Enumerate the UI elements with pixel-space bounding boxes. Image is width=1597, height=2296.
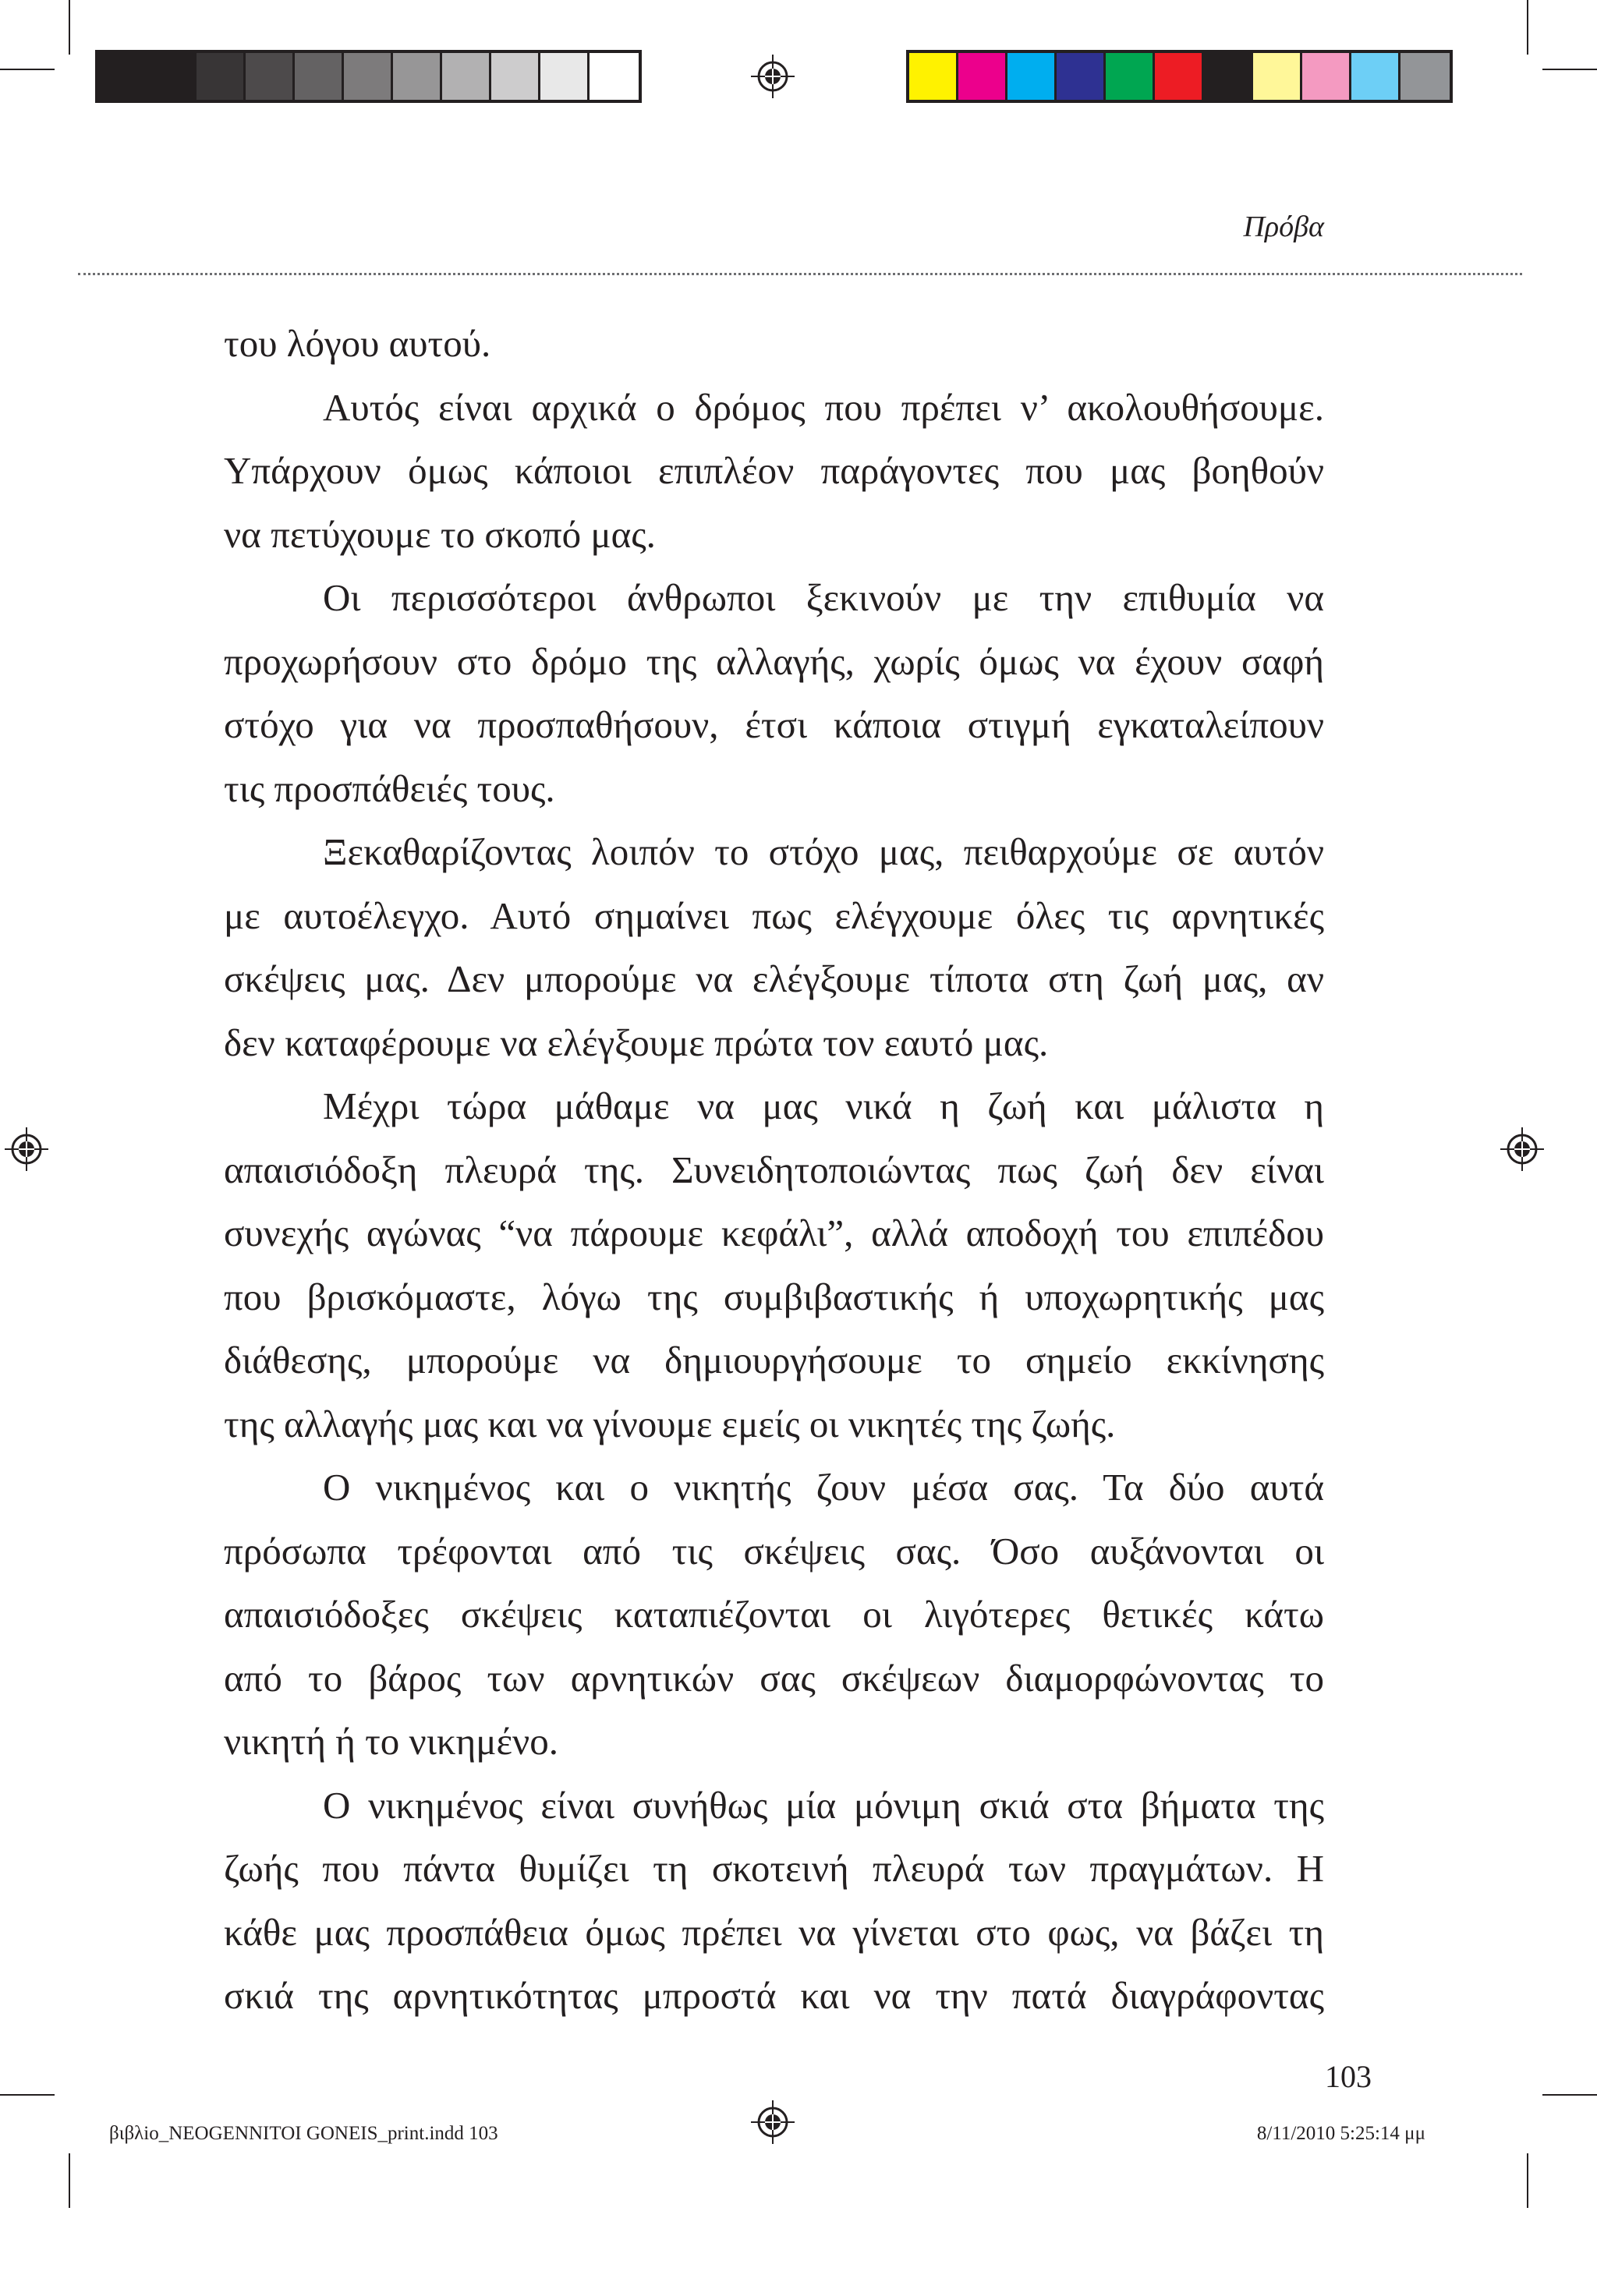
process-color-bar: [906, 50, 1453, 103]
color-swatch: [1057, 53, 1106, 100]
text-line: Μέχρι τώρα μάθαμε να μας νικά η ζωή και μάλιστα η: [323, 1084, 1324, 1127]
running-head: Πρόβα: [1243, 210, 1324, 243]
color-swatch: [344, 53, 393, 100]
color-swatch: [1351, 53, 1400, 100]
text-line: τις προσπάθειές τους.: [224, 766, 555, 810]
paragraph: [224, 820, 1324, 1074]
crop-mark: [0, 69, 55, 70]
color-swatch: [958, 53, 1007, 100]
registration-mark-icon: [751, 2100, 795, 2144]
color-swatch: [1204, 53, 1253, 100]
text-line: απαισιόδοξες σκέψεις καταπιέζονται οι λιγότερες θετικές κάτω: [224, 1593, 1324, 1636]
text-line: από το βάρος των αρνητικών σας σκέψεων διαμορφώνοντας το: [224, 1656, 1324, 1700]
text-line: Οι περισσότεροι άνθρωποι ξεκινούν με την επιθυμία να: [323, 576, 1324, 619]
color-swatch: [1007, 53, 1057, 100]
registration-mark-icon: [751, 55, 795, 98]
crop-mark: [69, 0, 70, 55]
text-line: ζωής που πάντα θυμίζει τη σκοτεινή πλευρά των πραγμάτων. Η: [224, 1847, 1324, 1890]
crop-mark: [1527, 2153, 1528, 2208]
paragraph: [224, 566, 1324, 820]
crop-mark: [69, 2153, 70, 2208]
color-swatch: [295, 53, 344, 100]
text-line: να πετύχουμε το σκοπό μας.: [224, 512, 656, 556]
header-dotted-rule: [78, 273, 1522, 275]
text-line: νικητή ή το νικημένο.: [224, 1720, 558, 1763]
crop-mark: [1542, 69, 1597, 70]
color-swatch: [197, 53, 246, 100]
paragraph: [224, 1774, 1324, 2028]
color-swatch: [246, 53, 295, 100]
slug-filename: βιβλio_NEOGENNITOI GONEIS_print.indd 103: [109, 2123, 498, 2144]
color-swatch: [98, 53, 147, 100]
registration-mark-icon: [5, 1127, 48, 1171]
text-line: απαισιόδοξη πλευρά της. Συνειδητοποιώντας πως ζωή δεν είναι: [224, 1148, 1324, 1191]
text-line: του λόγου αυτού.: [224, 322, 491, 365]
text-line: που βρισκόμαστε, λόγω της συμβιβαστικής ή υποχωρητικής μας: [224, 1275, 1324, 1318]
text-line: διάθεσης, μπορούμε να δημιουργήσουμε το σημείο εκκίνησης: [224, 1339, 1324, 1381]
crop-mark: [1527, 0, 1528, 55]
text-line: Ξεκαθαρίζοντας λοιπόν το στόχο μας, πειθαρχούμε σε αυτόν: [323, 830, 1324, 873]
paragraph: [224, 1456, 1324, 1774]
crop-mark: [1542, 2094, 1597, 2096]
text-line: Ο νικημένος και ο νικητής ζουν μέσα σας. Τα δύο αυτά: [323, 1466, 1324, 1509]
color-swatch: [1106, 53, 1155, 100]
text-line: κάθε μας προσπάθεια όμως πρέπει να γίνεται στο φως, να βάζει τη: [224, 1910, 1324, 1954]
paragraph: [224, 312, 1324, 376]
color-swatch: [1400, 53, 1450, 100]
text-line: με αυτοέλεγχο. Αυτό σημαίνει πως ελέγχουμε όλες τις αρνητικές: [224, 893, 1324, 937]
color-swatch: [909, 53, 958, 100]
text-line: Ο νικημένος είναι συνήθως μία μόνιμη σκιά στα βήματα της: [323, 1783, 1324, 1827]
paragraph: [224, 1074, 1324, 1456]
color-swatch: [1302, 53, 1351, 100]
text-line: σκέψεις μας. Δεν μπορούμε να ελέγξουμε τίποτα στη ζωή μας, αν: [224, 957, 1324, 1000]
text-line: Υπάρχουν όμως κάποιοι επιπλέον παράγοντες που μας βοηθούν: [224, 449, 1324, 492]
slug-timestamp: 8/11/2010 5:25:14 μμ: [1256, 2123, 1425, 2144]
registration-mark-icon: [1500, 1127, 1544, 1171]
text-line: προχωρήσουν στο δρόμο της αλλαγής, χωρίς όμως να έχουν σαφή: [224, 639, 1324, 683]
crop-mark: [0, 2094, 55, 2096]
grayscale-color-bar: [95, 50, 642, 103]
color-swatch: [590, 53, 639, 100]
text-line: της αλλαγής μας και να γίνουμε εμείς οι νικητές της ζωής.: [224, 1402, 1116, 1445]
text-line: δεν καταφέρουμε να ελέγξουμε πρώτα τον εαυτό μας.: [224, 1021, 1049, 1064]
color-swatch: [1253, 53, 1302, 100]
color-swatch: [540, 53, 590, 100]
text-line: πρόσωπα τρέφονται από τις σκέψεις σας. Όσο αυξάνονται οι: [224, 1529, 1324, 1573]
color-swatch: [491, 53, 540, 100]
text-line: συνεχής αγώνας “να πάρουμε κεφάλι”, αλλά αποδοχή του επιπέδου: [224, 1212, 1324, 1254]
color-swatch: [442, 53, 491, 100]
page-body: [224, 312, 1324, 2028]
text-line: σκιά της αρνητικότητας μπροστά και να την πατά διαγράφοντας: [224, 1974, 1324, 2017]
page-number: 103: [1325, 2059, 1372, 2094]
color-swatch: [1155, 53, 1204, 100]
color-swatch: [147, 53, 197, 100]
text-line: Αυτός είναι αρχικά ο δρόμος που πρέπει ν’ ακολουθήσουμε.: [323, 385, 1324, 429]
paragraph: [224, 376, 1324, 567]
color-swatch: [393, 53, 442, 100]
text-line: στόχο για να προσπαθήσουν, έτσι κάποια στιγμή εγκαταλείπουν: [224, 703, 1324, 746]
